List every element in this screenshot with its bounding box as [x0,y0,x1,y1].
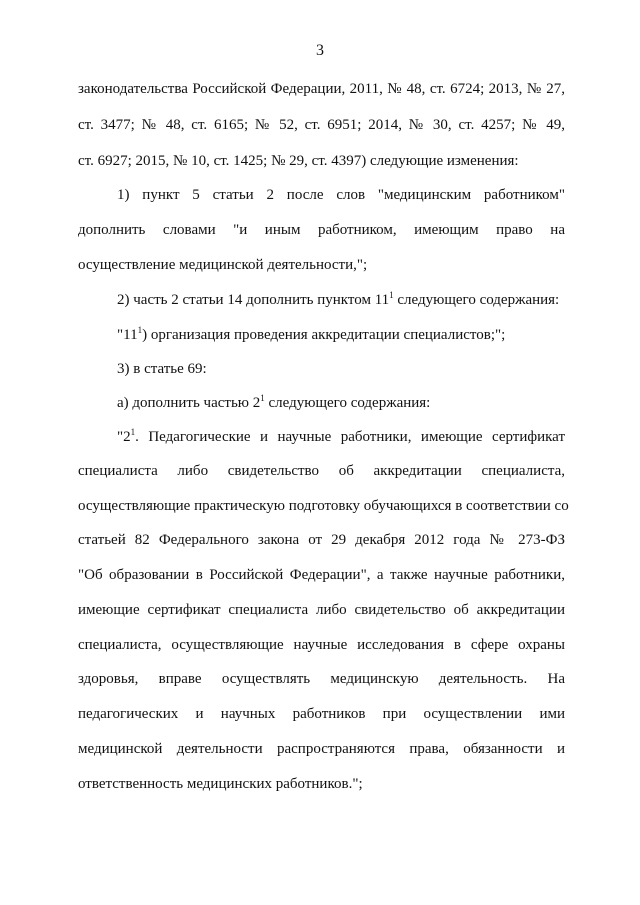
quote-line-4: статьей 82 Федерального закона от 29 декабря 2012 года № 273-ФЗ [78,532,565,548]
intro-line-1: законодательства Российской Федерации, 2011, № 48, ст. 6724; 2013, № 27, [78,81,565,97]
item2-quote-line [117,326,505,344]
item2-text-before: 2) часть 2 статьи 14 дополнить пунктом 11 [117,292,390,308]
quote-line-8: здоровья, вправе осуществлять медицинскую деятельность. На [78,671,565,687]
item3a-text-after: следующего содержания: [264,395,431,411]
item2-quote-before: "11 [117,327,138,343]
item3-line: 3) в статье 69: [117,361,207,377]
quote-first-before: "2 [117,429,131,445]
item1-line-2: дополнить словами "и иным работником, имеющим право на [78,222,565,238]
item2-superscript: 1 [389,290,394,300]
item1-line-3: осуществление медицинской деятельности,"; [78,257,368,273]
item2-line [117,291,559,309]
quote-line-5: "Об образовании в Российской Федерации", а также научные работники, [78,567,565,583]
item3a-text-before: а) дополнить частью 2 [117,395,261,411]
item2-quote-after: ) организация проведения аккредитации специалистов;"; [142,327,506,343]
item2-text-after: следующего содержания: [393,292,560,308]
item1-line-1: 1) пункт 5 статьи 2 после слов "медицинским работником" [117,187,565,203]
quote-line-1 [117,428,565,446]
intro-line-3: ст. 6927; 2015, № 10, ст. 1425; № 29, ст. 4397) следующие изменения: [78,153,519,169]
page-number: 3 [316,42,324,59]
quote-first-after: . Педагогические и научные работники, имеющие сертификат [135,429,565,445]
intro-line-2: ст. 3477; № 48, ст. 6165; № 52, ст. 6951; 2014, № 30, ст. 4257; № 49, [78,117,565,133]
quote-line-6: имеющие сертификат специалиста либо свидетельство об аккредитации [78,602,565,618]
quote-line-11: ответственность медицинских работников."; [78,776,363,792]
item3a-line [117,394,430,412]
quote-line-3: осуществляющие практическую подготовку обучающихся в соответствии со [78,498,569,514]
quote-line-10: медицинской деятельности распространяются права, обязанности и [78,741,565,757]
quote-first-superscript: 1 [130,427,136,437]
quote-line-7: специалиста, осуществляющие научные исследования в сфере охраны [78,637,565,653]
item3a-superscript: 1 [260,393,265,403]
quote-line-9: педагогических и научных работников при осуществлении ими [78,706,565,722]
item2-quote-superscript: 1 [137,325,143,335]
quote-line-2: специалиста либо свидетельство об аккредитации специалиста, [78,463,565,479]
